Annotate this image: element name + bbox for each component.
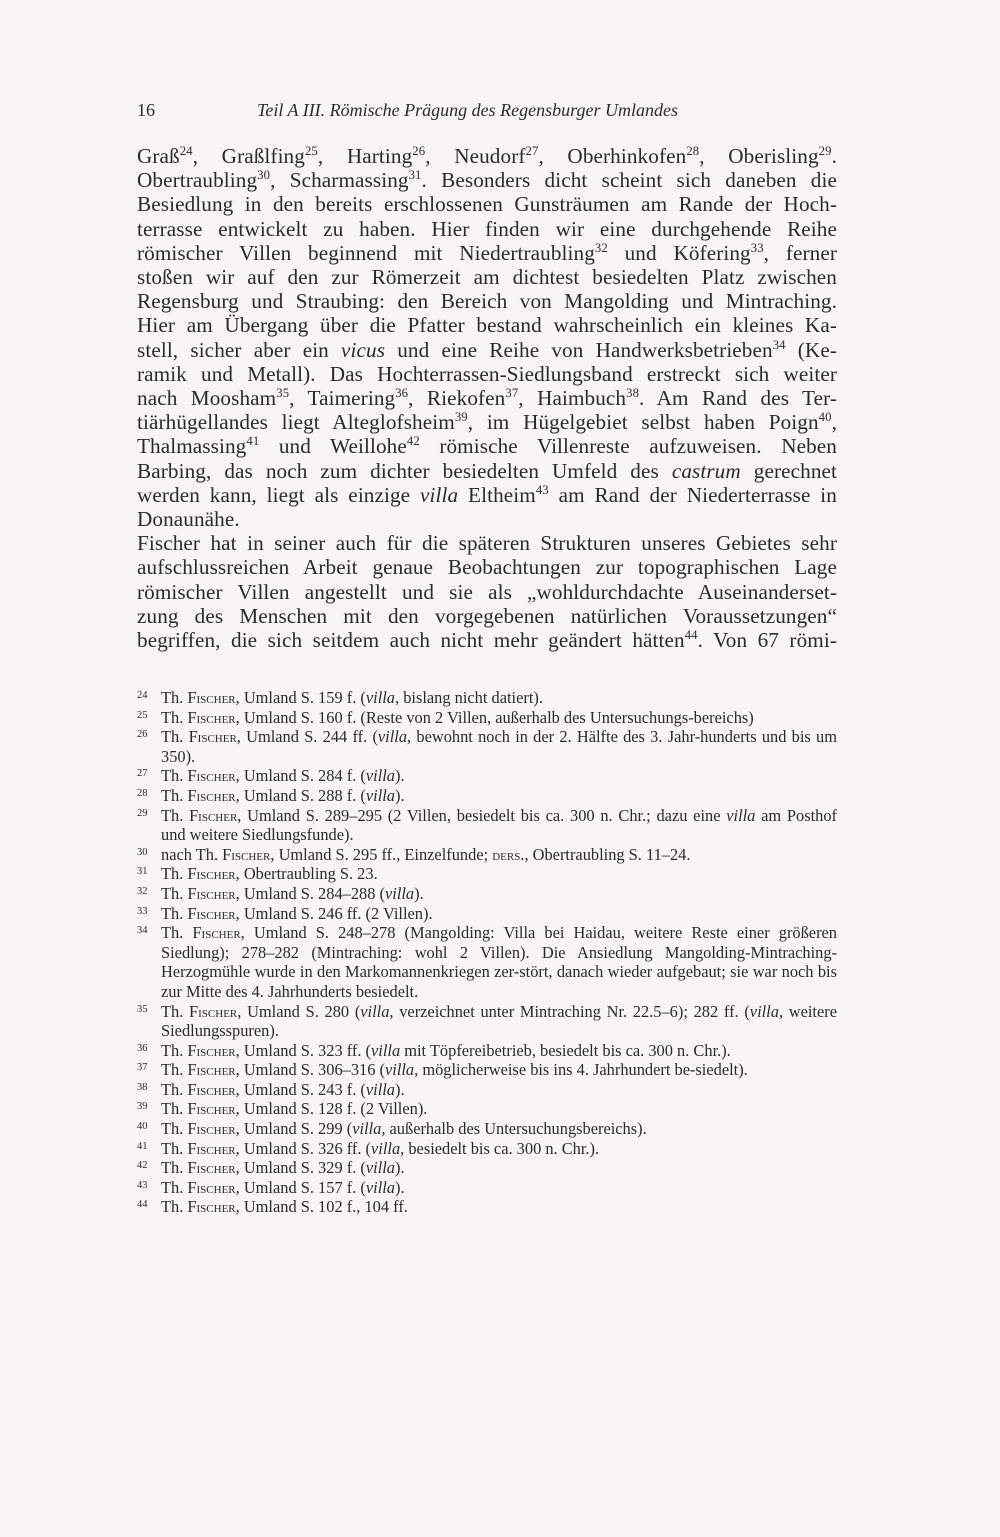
footnote	[137, 708, 837, 728]
text-run: , Neudorf	[425, 144, 526, 168]
text-run: terrasse entwickelt zu haben. Hier finden wir eine durchgehende Reihe	[137, 216, 837, 241]
text-run: Th.	[161, 785, 188, 805]
footnote	[137, 1158, 837, 1178]
author-name: Fischer	[187, 1119, 236, 1139]
text-run: Th.	[161, 864, 188, 884]
text-run: werden kann, liegt als einzige	[137, 482, 421, 507]
footnote-number: 42	[137, 1160, 148, 1172]
text-line	[137, 628, 837, 652]
footnote-ref: 28	[686, 143, 700, 158]
footnote-ref: 44	[684, 628, 698, 642]
footnote-number: 27	[137, 768, 148, 780]
text-run: römische Villenreste aufzuweisen. Neben	[419, 434, 837, 459]
footnote	[137, 884, 837, 904]
text-run: , Umland S. 157 f. (	[235, 1177, 366, 1197]
author-name: Fischer	[187, 1060, 236, 1080]
author-name: Fischer	[187, 766, 236, 786]
text-run: Th.	[161, 1197, 188, 1217]
text-run: ).	[395, 1177, 405, 1197]
text-run: außerhalb des Untersuchungsbereichs).	[385, 1119, 647, 1139]
text-run: mit Töpfereibetrieb, besiedelt bis ca. 300 n. Chr.).	[400, 1040, 731, 1060]
text-run: nach Th.	[161, 844, 223, 864]
author-name: Fischer	[189, 805, 238, 825]
author-name: Fischer	[187, 1158, 236, 1178]
footnote	[137, 806, 837, 845]
author-name: Fischer	[187, 785, 236, 805]
text-line	[137, 362, 837, 386]
text-run: und Weillohe	[259, 434, 407, 459]
text-run: Thalmassing	[137, 434, 247, 459]
footnote	[137, 766, 837, 786]
footnote	[137, 1041, 837, 1061]
text-run: , ferner	[763, 240, 837, 265]
author-name: Fischer	[187, 1177, 236, 1197]
text-run: . Besonders dicht scheint sich daneben die	[421, 168, 837, 193]
text-run: , Umland S. 329 f. (	[235, 1158, 366, 1178]
author-name: Fischer	[187, 1040, 236, 1060]
footnote	[137, 688, 837, 708]
text-line	[137, 289, 837, 313]
footnote-ref: 38	[626, 385, 640, 400]
text-run: Th.	[161, 1099, 188, 1119]
author-name: ders.	[492, 844, 525, 864]
text-run: ).	[414, 883, 424, 903]
text-run: am Rand der Niederterrasse in	[548, 482, 837, 507]
text-run: Th.	[161, 1060, 188, 1080]
text-run: tiärhügellandes liegt Alteglofsheim	[137, 410, 455, 435]
author-name: Fischer	[187, 688, 236, 707]
text-line	[137, 241, 837, 265]
text-run: Graß	[137, 144, 180, 168]
footnote-number: 43	[137, 1179, 148, 1191]
text-run: Th.	[161, 1177, 188, 1197]
footnote-ref: 25	[304, 143, 318, 158]
text-line	[137, 434, 837, 458]
text-run: , Umland S. 243 f. (	[235, 1079, 366, 1099]
text-run: , Taimering	[289, 386, 396, 411]
text-run: , Umland S. 299 (	[235, 1119, 353, 1139]
italic-term: castrum	[671, 458, 741, 483]
footnote	[137, 786, 837, 806]
footnote-ref: 33	[750, 240, 764, 255]
footnote-ref: 34	[772, 337, 786, 352]
text-run: stoßen wir auf den zur Römerzeit am dichtest besiedelten Platz zwischen	[137, 265, 837, 290]
footnote-ref: 41	[246, 434, 260, 449]
text-line	[137, 580, 837, 604]
footnote-number: 31	[137, 866, 148, 878]
text-run: , Oberhinkofen	[538, 144, 687, 168]
text-line	[137, 531, 837, 555]
text-line	[137, 168, 837, 192]
text-run: Th.	[161, 1119, 188, 1139]
footnote-number: 26	[137, 729, 148, 741]
footnote	[137, 1197, 837, 1217]
footnote	[137, 864, 837, 884]
text-run: ).	[395, 785, 405, 805]
text-run: stell, sicher aber ein	[137, 337, 342, 362]
footnote-number: 33	[137, 905, 148, 917]
text-line	[137, 144, 837, 168]
text-run: , Scharmassing	[270, 168, 409, 193]
footnote	[137, 1119, 837, 1139]
footnote-ref: 32	[594, 240, 608, 255]
text-run: , Haimbuch	[518, 386, 627, 411]
footnote-ref: 29	[818, 143, 832, 158]
page-header	[137, 98, 837, 122]
text-run: , Umland S. 244 ff. (	[236, 727, 378, 747]
italic-term: villa	[371, 1040, 401, 1060]
text-run: Donaunähe.	[137, 507, 240, 532]
footnote	[137, 1002, 837, 1041]
text-line	[137, 338, 837, 362]
footnote-ref: 37	[505, 385, 519, 400]
main-text	[137, 144, 837, 652]
footnote-number: 30	[137, 846, 148, 858]
running-title: Teil A III. Römische Prägung des Regensburger Umlandes	[257, 100, 678, 120]
text-run: Th.	[161, 1079, 188, 1099]
text-run: ).	[395, 1158, 405, 1178]
author-name: Fischer	[187, 903, 236, 923]
footnote-ref: 43	[535, 482, 549, 497]
italic-term: villa	[384, 883, 415, 903]
footnotes	[137, 688, 837, 1217]
author-name: Fischer	[187, 883, 236, 903]
footnote-number: 41	[137, 1140, 148, 1152]
footnote	[137, 1178, 837, 1198]
footnote-ref: 26	[412, 143, 426, 158]
footnote-number: 35	[137, 1003, 148, 1015]
text-run: Th.	[161, 727, 189, 747]
italic-term: villa	[360, 1001, 390, 1021]
footnote	[137, 1060, 837, 1080]
text-line	[137, 483, 837, 507]
footnote-number: 24	[137, 690, 148, 701]
italic-term: villa	[365, 688, 395, 707]
text-run: , Umland S. 160 f. (Reste von 2 Villen, außerhalb des Untersuchungs-bereichs)	[235, 707, 754, 727]
text-run: Th.	[161, 923, 193, 943]
text-run: Obertraubling	[137, 168, 258, 193]
text-line	[137, 555, 837, 579]
text-run: und eine Reihe von Handwerksbetrieben	[385, 337, 773, 362]
author-name: Fischer	[187, 707, 236, 727]
text-line	[137, 459, 837, 483]
text-run: , Graßlfing	[192, 144, 305, 168]
text-run: Th.	[161, 883, 188, 903]
text-line	[137, 604, 837, 628]
footnote-ref: 39	[454, 410, 468, 425]
text-line	[137, 410, 837, 434]
text-run: nach Moosham	[137, 386, 277, 411]
text-run: Fischer hat in seiner auch für die späteren Strukturen unseres Gebietes sehr	[137, 531, 837, 556]
italic-term: vicus	[341, 337, 386, 362]
footnote-ref: 31	[408, 168, 422, 183]
text-run: , bislang nicht datiert).	[395, 688, 543, 707]
author-name: Fischer	[187, 864, 236, 884]
text-run: ).	[395, 1079, 405, 1099]
text-run: Th.	[161, 1158, 188, 1178]
text-run: , weitere Siedlungsspuren).	[161, 1001, 837, 1041]
text-run: , Umland S. 289–295 (2 Villen, besiedelt bis ca. 300 n. Chr.; dazu eine	[237, 805, 727, 825]
text-run: , Umland S. 295 ff., Einzelfunde;	[270, 844, 493, 864]
page-number: 16	[137, 100, 155, 120]
text-line	[137, 217, 837, 241]
footnote-number: 29	[137, 807, 148, 819]
text-run: , Umland S. 159 f. (	[235, 688, 366, 707]
author-name: Fischer	[187, 1099, 236, 1119]
text-run: , Umland S. 323 ff. (	[235, 1040, 372, 1060]
text-run: Besiedlung in den bereits erschlossenen Gunsträumen am Rande der Hoch-	[137, 192, 837, 217]
text-run: , bewohnt noch in der 2. Hälfte des 3. Jahr-hunderts und bis um 350).	[161, 727, 838, 766]
text-run: Hier am Übergang über die Pfatter bestand wahrscheinlich ein kleines Ka-	[137, 313, 837, 338]
text-run: , Obertraubling S. 11–24.	[524, 844, 691, 864]
italic-term: villa	[377, 727, 408, 747]
text-run: ,	[831, 410, 837, 435]
text-run: , Umland S. 326 ff. (	[235, 1138, 372, 1158]
italic-term: villa	[749, 1001, 779, 1021]
text-run: Th.	[161, 1001, 190, 1021]
text-run: Th.	[161, 1138, 188, 1158]
text-run: . Am Rand des Ter-	[639, 386, 837, 411]
author-name: Fischer	[188, 727, 237, 747]
text-run: , Obertraubling S. 23.	[235, 864, 378, 884]
footnote-ref: 27	[525, 143, 539, 158]
text-run: Th.	[161, 707, 188, 727]
footnote-number: 44	[137, 1199, 148, 1211]
text-run: , Oberisling	[699, 144, 819, 168]
italic-term: villa	[365, 766, 395, 786]
footnote-ref: 24	[179, 143, 193, 158]
footnote-number: 28	[137, 787, 148, 799]
footnote-ref: 30	[257, 168, 271, 183]
text-run: Regensburg und Straubing: den Bereich von Mangolding und Mintraching.	[137, 289, 837, 314]
text-run: , Umland S. 288 f. (	[235, 785, 366, 805]
text-run: , möglicherweise bis ins 4. Jahrhundert be-siedelt).	[414, 1060, 748, 1080]
text-run: , Umland S. 102 f., 104 ff.	[235, 1197, 408, 1217]
author-name: Fischer	[187, 1079, 236, 1099]
text-run: Th.	[161, 688, 188, 707]
footnote	[137, 727, 837, 766]
footnote	[137, 1080, 837, 1100]
text-run: Eltheim	[458, 482, 536, 507]
text-line	[137, 192, 837, 216]
text-run: , Umland S. 284 f. (	[235, 766, 366, 786]
footnote	[137, 1139, 837, 1159]
italic-term: villa	[365, 1177, 395, 1197]
text-run: Barbing, das noch zum dichter besiedelten Umfeld des	[137, 458, 672, 483]
text-run: Th.	[161, 903, 188, 923]
text-run: zung des Menschen mit den vorgegebenen natürlichen Voraussetzungen“	[137, 603, 837, 628]
author-name: Fischer	[189, 1001, 238, 1021]
text-run: .	[831, 144, 837, 168]
text-run: , Umland S. 284–288 (	[235, 883, 385, 903]
text-run: , Umland S. 248–278 (Mangolding: Villa bei Haidau, weitere Reste einer größeren Siedlung); 278–282 (Mintraching: wohl 2 Villen). Die Ansiedlung Mangolding-Mintraching-Herzogmühle wurde in den Markomannenkriegen zer-stört, danach wieder aufgebaut; sie war noch bis zur Mitte des 4. Jahrhunderts besiedelt.	[161, 923, 838, 1001]
footnote-number: 25	[137, 709, 148, 721]
footnote-ref: 42	[406, 434, 420, 449]
text-line	[137, 386, 837, 410]
text-run: Th.	[161, 1040, 188, 1060]
text-run: römischer Villen angestellt und sie als „wohldurchdachte Auseinanderset-	[137, 579, 837, 604]
text-run: römischer Villen beginnend mit Niedertraubling	[137, 240, 595, 265]
text-run: . Von 67 römi-	[697, 628, 837, 653]
text-run: , besiedelt bis ca. 300 n. Chr.).	[400, 1138, 600, 1158]
footnote	[137, 845, 837, 865]
footnote-number: 37	[137, 1062, 148, 1074]
text-run: begriffen, die sich seitdem auch nicht mehr geändert hätten	[137, 628, 685, 653]
footnote-number: 34	[137, 925, 148, 937]
text-run: am Posthof und weitere Siedlungsfunde).	[161, 805, 837, 845]
footnote	[137, 1099, 837, 1119]
author-name: Fischer	[192, 923, 241, 943]
text-run: , Umland S. 280 (	[237, 1001, 361, 1021]
text-run: ramik und Metall). Das Hochterrassen-Siedlungsband erstreckt sich weiter	[137, 361, 837, 386]
italic-term: villa,	[352, 1119, 386, 1139]
text-run: , verzeichnet unter Mintraching Nr. 22.5–6); 282 ff. (	[389, 1001, 750, 1021]
italic-term: villa	[371, 1138, 401, 1158]
italic-term: villa	[365, 1158, 395, 1178]
text-run: , im Hügelgebiet selbst haben Poign	[467, 410, 819, 435]
text-run: aufschlussreichen Arbeit genaue Beobachtungen zur topographischen Lage	[137, 555, 837, 580]
footnote-ref: 40	[818, 410, 832, 425]
text-run: Th.	[161, 805, 190, 825]
author-name: Fischer	[222, 844, 271, 864]
text-run: (Ke-	[785, 337, 837, 362]
footnote-number: 38	[137, 1081, 148, 1093]
italic-term: villa	[726, 805, 756, 825]
text-run: und Köfering	[607, 240, 751, 265]
text-line	[137, 313, 837, 337]
footnote-number: 39	[137, 1101, 148, 1113]
text-line	[137, 507, 837, 531]
text-line	[137, 265, 837, 289]
footnote-number: 36	[137, 1042, 148, 1054]
italic-term: villa	[365, 1079, 395, 1099]
footnote-number: 32	[137, 885, 148, 897]
footnote-number: 40	[137, 1121, 148, 1133]
footnote-ref: 35	[276, 385, 290, 400]
author-name: Fischer	[187, 1138, 236, 1158]
text-run: ).	[395, 766, 405, 786]
text-run: , Umland S. 246 ff. (2 Villen).	[235, 903, 433, 923]
footnote-ref: 36	[395, 385, 409, 400]
footnote	[137, 904, 837, 924]
italic-term: villa	[420, 482, 459, 507]
text-run: , Umland S. 306–316 (	[235, 1060, 385, 1080]
text-run: , Harting	[317, 144, 413, 168]
footnote	[137, 923, 837, 1001]
text-run: , Riekofen	[408, 386, 506, 411]
text-run: gerechnet	[740, 458, 838, 483]
text-run: Th.	[161, 766, 188, 786]
text-run: , Umland S. 128 f. (2 Villen).	[235, 1099, 428, 1119]
italic-term: villa	[384, 1060, 415, 1080]
author-name: Fischer	[187, 1197, 236, 1217]
italic-term: villa	[365, 785, 395, 805]
